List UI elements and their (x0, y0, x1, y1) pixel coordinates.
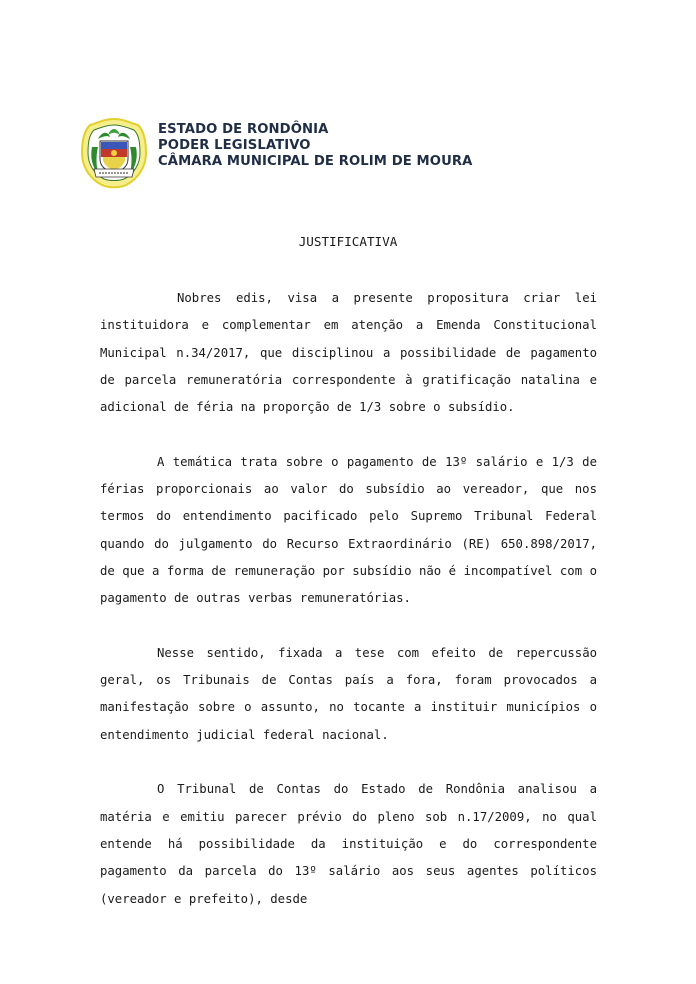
paragraph-4: O Tribunal de Contas do Estado de Rondônia analisou a matéria e emitiu parecer prévio do pleno sob n.17/2009, no qual entende há possibilidade da instituição e do correspondente pagamento da parcela do 13º salário aos seus agentes políticos (vereador e prefeito), desde (100, 782, 597, 906)
paragraph-2: A temática trata sobre o pagamento de 13º salário e 1/3 de férias proporcionais ao valor do subsídio ao vereador, que nos termos do entendimento pacificado pelo Supremo Tribunal Federal quando do julgamento do Recurso Extraordinário (RE) 650.898/2017, de que a forma de remuneração por subsídio não é incompatível com o pagamento de outras verbas remuneratórias. (100, 454, 597, 606)
letterhead-state: ESTADO DE RONDÔNIA (158, 122, 329, 137)
letterhead (158, 122, 472, 170)
document-body (100, 285, 597, 940)
paragraph-3: Nesse sentido, fixada a tese com efeito de repercussão geral, os Tribunais de Contas país a fora, foram provocados a manifestação sobre o assunto, no tocante a instituir municípios o entendimento judicial federal nacional. (100, 645, 597, 742)
document-title: JUSTIFICATIVA (298, 234, 398, 249)
coat-of-arms-icon (80, 117, 148, 189)
paragraph-1: Nobres edis, visa a presente propositura criar lei instituidora e complementar em atenção a Emenda Constitucional Municipal n.34/2017, que disciplinou a possibilidade de pagamento de parcela remuneratória correspondente à gratificação natalina e adicional de féria na proporção de 1/3 sobre o subsídio. (100, 291, 597, 415)
letterhead-chamber: CÂMARA MUNICIPAL DE ROLIM DE MOURA (158, 154, 473, 169)
letterhead-power: PODER LEGISLATIVO (158, 138, 311, 153)
